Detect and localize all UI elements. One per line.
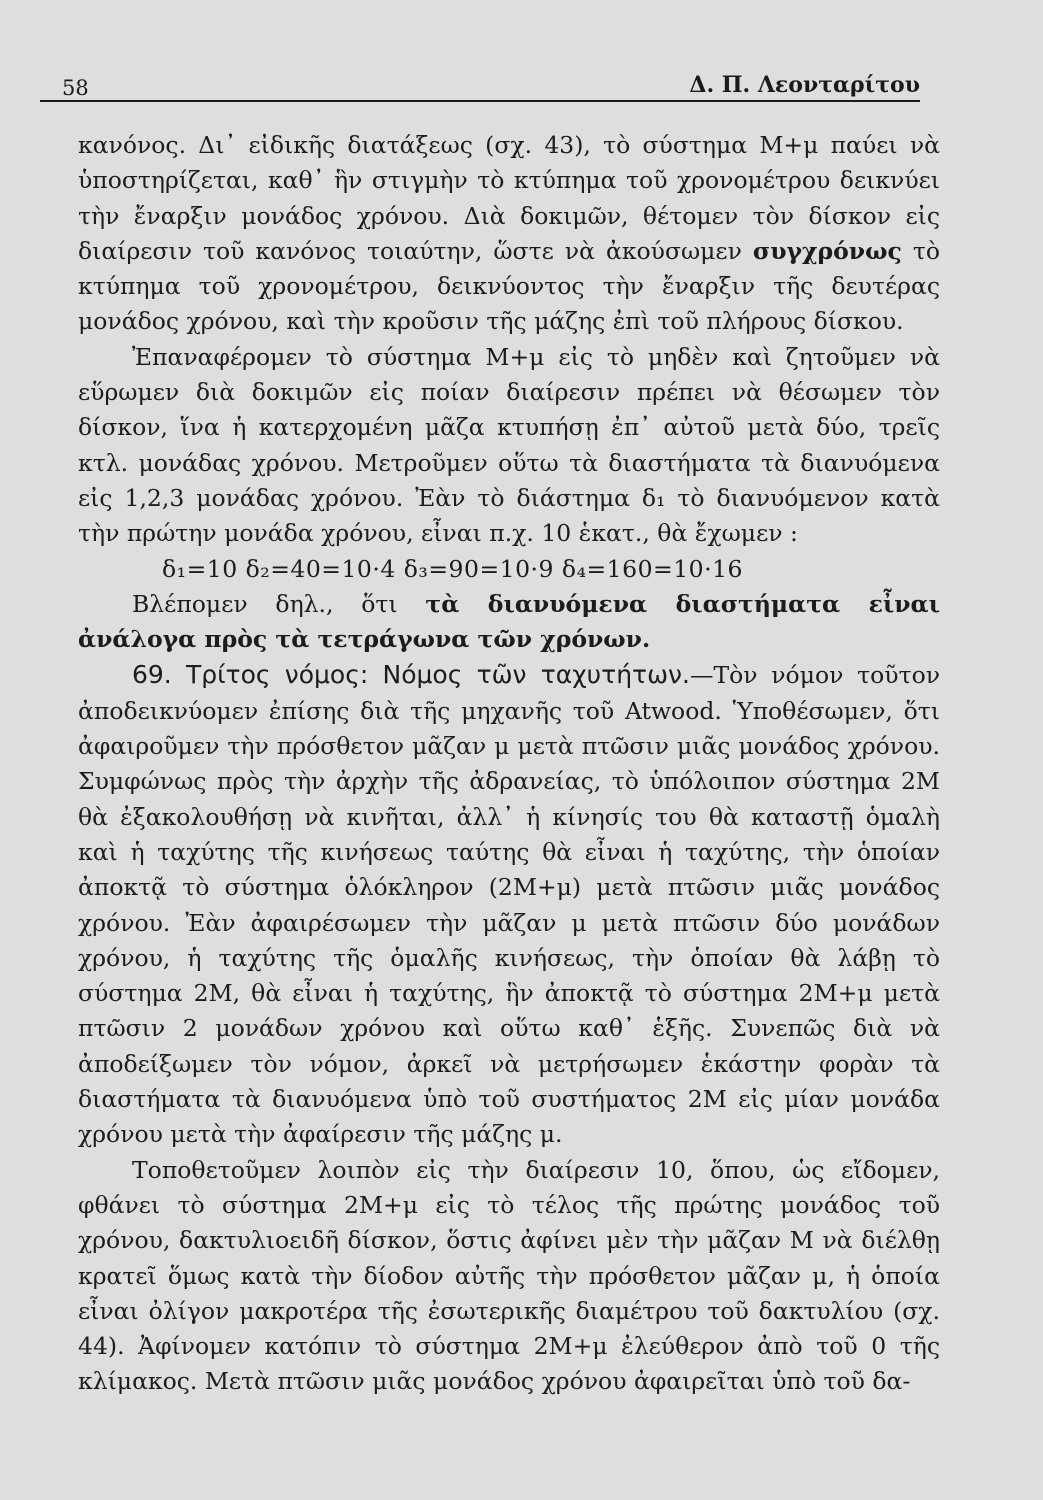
formula-line: δ₁=10 δ₂=40=10·4 δ₃=90=10·9 δ₄=160=10·16 [162,554,744,583]
paragraph-text: τὸ κτύπημα τοῦ χρονομέτρου, δεικνύοντος τὴν ἔναρξιν τῆς δευτέρας μονάδος χρόνου, καὶ τὴν κροῦσιν τῆς μάζης ἐπὶ τοῦ πλήρους δίσκου. [78,236,940,336]
running-head: Δ. Π. Λεονταρίτου [689,72,920,98]
page-header [40,70,920,102]
emphasis-text: συγχρόνως [752,236,902,265]
paragraph: Τοποθετοῦμεν λοιπὸν εἰς τὴν διαίρεσιν 10, ὅπου, ὡς εἴδομεν, φθάνει τὸ σύστημα 2Μ+μ εἰς τὸ τέλος τῆς πρώτης μονάδος τοῦ χρόνου, δακτυλιοειδῆ δίσκον, ὅστις ἀφίνει μὲν τὴν μᾶζαν Μ νὰ διέλθῃ κρατεῖ ὅμως κατὰ τὴν δίοδον αὐτῆς τὴν πρόσθετον μᾶζαν μ, ἡ ὁποία εἶναι ὀλίγον μακροτέρα τῆς ἐσωτερικῆς διαμέτρου τοῦ δακτυλίου (σχ. 44). Ἀφίνομεν κατόπιν τὸ σύστημα 2Μ+μ ἐλεύθερον ἀπὸ τοῦ 0 τῆς κλίμακος. Μετὰ πτῶσιν μιᾶς μονάδος χρόνου ἀφαιρεῖται ὑπὸ τοῦ δα- [78,1155,940,1396]
section-69 [78,657,940,1152]
paragraph-text: Βλέπομεν δηλ., ὅτι [132,589,398,618]
section-text: —Τὸν νόμον τοῦτον ἀποδεικνύομεν ἐπίσης διὰ τῆς μηχανῆς τοῦ Atwood. Ὑποθέσωμεν, ὅτι ἀφαιροῦμεν τὴν πρόσθετον μᾶζαν μ μετὰ πτῶσιν μιᾶς μονάδος χρόνου. Συμφώνως πρὸς τὴν ἀρχὴν τῆς ἀδρανείας, τὸ ὑπόλοιπον σύστημα 2Μ θὰ ἐξακολουθήσῃ νὰ κινῆται, ἀλλ᾿ ἡ κίνησίς του θὰ καταστῇ ὁμαλὴ καὶ ἡ ταχύτης τῆς κινήσεως ταύτης θὰ εἶναι ἡ ταχύτης, τὴν ὁποίαν ἀποκτᾷ τὸ σύστημα ὁλόκληρον (2Μ+μ) μετὰ πτῶσιν μιᾶς μονάδος χρόνου. Ἐὰν ἀφαιρέσωμεν τὴν μᾶζαν μ μετὰ πτῶσιν δύο μονάδων χρόνου, ἡ ταχύτης τῆς ὁμαλῆς κινήσεως, τὴν ὁποίαν θὰ λάβῃ τὸ σύστημα 2Μ, θὰ εἶναι ἡ ταχύτης, ἣν ἀποκτᾷ τὸ σύστημα 2Μ+μ μετὰ πτῶσιν 2 μονάδων χρόνου καὶ οὕτω καθ᾿ ἑξῆς. Συνεπῶς διὰ νὰ ἀποδείξωμεν τὸν νόμον, ἀρκεῖ νὰ μετρήσωμεν ἑκάστην φορὰν τὰ διαστήματα τὰ διανυόμενα ὑπὸ τοῦ συστήματος 2Μ εἰς μίαν μονάδα χρόνου μετὰ τὴν ἀφαίρεσιν τῆς μάζης μ. [78,661,940,1149]
paragraph-continuation [78,128,940,340]
paragraph-conclusion [78,587,940,658]
emphasis-text: τὰ διανυόμενα διαστήματα εἶναι ἀνάλογα πρὸς τὰ τετράγωνα τῶν χρόνων. [78,589,941,654]
paragraph-text: κανόνος. Δι᾿ εἰδικῆς διατάξεως (σχ. 43), τὸ σύστημα Μ+μ παύει νὰ ὑποστηρίζεται, καθ᾿ ἣν στιγμὴν τὸ κτύπημα τοῦ χρονομέτρου δεικνύει τὴν ἔναρξιν μονάδος χρόνου. Διὰ δοκιμῶν, θέτομεν τὸν δίσκον εἰς διαίρεσιν τοῦ κανόνος τοιαύτην, ὥστε νὰ ἀκούσωμεν [78,131,940,265]
section-title: 69. Τρίτος νόμος: Νόμος τῶν ταχυτήτων. [132,660,690,690]
paragraph: Ἐπαναφέρομεν τὸ σύστημα Μ+μ εἰς τὸ μηδὲν καὶ ζητοῦμεν νὰ εὕρωμεν διὰ δοκιμῶν εἰς ποίαν διαίρεσιν πρέπει νὰ θέσωμεν τὸν δίσκον, ἵνα ἡ κατερχομένη μᾶζα κτυπήσῃ ἐπ᾿ αὐτοῦ μετὰ δύο, τρεῖς κτλ. μονάδας χρόνου. Μετροῦμεν οὕτω τὰ διαστήματα τὰ διανυόμενα εἰς 1,2,3 μονάδας χρόνου. Ἐὰν τὸ διάστημα δ₁ τὸ διανυόμενον κατὰ τὴν πρώτην μονάδα χρόνου, εἶναι π.χ. 10 ἑκατ., θὰ ἔχωμεν : [78,342,940,548]
page-body [78,128,940,1400]
page-number: 58 [62,76,89,100]
